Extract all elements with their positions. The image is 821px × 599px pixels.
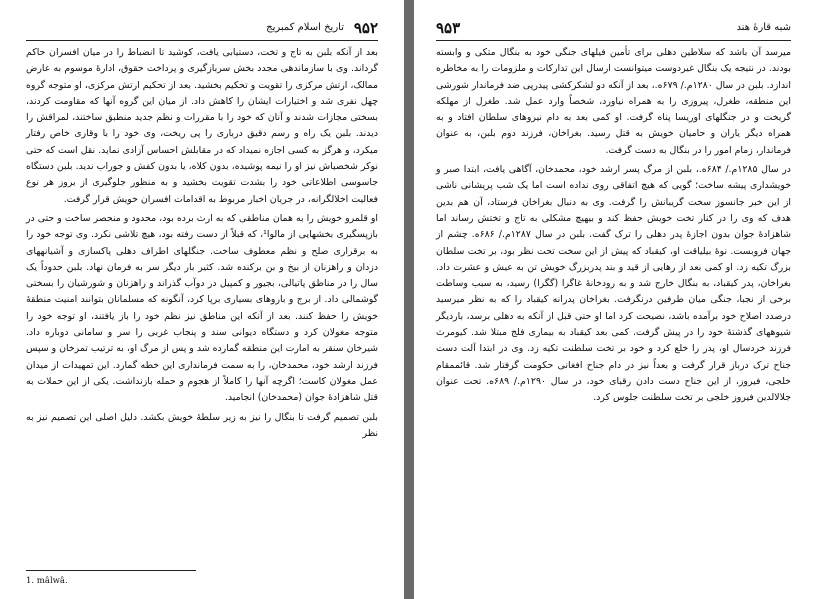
footnote-rule bbox=[26, 570, 196, 571]
left-page-body bbox=[26, 45, 378, 445]
paragraph: بعد از آنکه بلبن به تاج و تخت، دستیابی یافت، کوشید تا انضباط را در میان افسران حاکم گرداند. وی با سازماندهی مجدد بخش سربازگیری و پرداخت حقوق، ادارهٔ موسوم به عارض ممالک، ارتش مرکزی را تقویت و تحکیم بخشید. بعد از تحکیم ارتش مرکزی، او متوجه گروه چهل نفری شد و اختیارات ایشان را کاهش داد. از میان این گروه آنها که مقاومت کردند، بسختی مجازات شدند و آنان که خود را با مقررات و نظم جدید منطبق ساختند، لمراقش را دیدند. بلبن یک راه و رسم دقیق درباری را پی ریخت، وی خود را با وقاری خاص رفتار میکرد، و هرگز به کسی اجازه نمیداد که در مقابلش احساس آزادی نماید. نقل است که حتی نوکر شخصیاش نیز او را نیمه پوشیده، بدون کلاه، یا بدون کفش و جوراب ندید. بلبن دستگاه جاسوسی اطلاعاتی خود را بشدت تقویت بخشید و به منظور جلوگیری از بروز هر نوع فعالیت اخلالگرانه، در جریان اخبار مربوط به اقدامات افسران خویش قرار گرفت. bbox=[26, 47, 378, 205]
running-title: شبه قارهٔ هند bbox=[736, 22, 791, 33]
header-rule bbox=[436, 40, 791, 41]
page-number: ۹۵۳ bbox=[436, 19, 461, 37]
book-gutter bbox=[404, 0, 414, 599]
paragraph: در سال ۱۲۸۵م./ ۶۸۴ه.، بلبن از مرگ پسر ارشد خود، محمدخان، آگاهی یافت، ابتدا صبر و خویشداری پیشه ساخت؛ گویی که هیچ اتفاقی روی نداده است اما یک شب پریشانی ناشی از این خبر جانسوز سخت گریبانش را گرفت. وی به دنبال بغراخان فرستاد، آن هم بدین هدف که وی را در کنار تخت خویش حفظ کند و بیهیچ مشکلی به تاج و تختش رساند اما شاهزادهٔ جوان بدون اجازهٔ پدر دهلی را ترک گفت. بلبن در سال ۱۲۸۷م./ ۶۸۶ه. چشم از جهان فروبست. نوهٔ بیلیاقت او، کیقباد که پیش از این سخت تحت نظر بود، بر تخت سلطان بزرگ تکیه زد. او کمی بعد از رهایی از قید و بند پدربزرگ خویش تن به عیش و عشرت داد. بغراخان، پدر کیقباد، به بنگال خارج شد و به رودخانهٔ غاگرا (گگرا) رسید، به سبب وساطت برخی از نجبا، جنگی میان طرفین درنگرفت. بغراخان پدرانه کیقباد را که به نظر میرسید درصدد اصلاح خود برآمده باشد، نصیحت کرد اما او حتی قبل از آنکه به دهلی برسد، باردیگر شیوههای گذشتهٔ خود را در پیش گرفت. کمی بعد کیقباد به بیماری فلج مبتلا شد. کیومرث فرزند خردسال او، پدر را خلع کرد و خود بر تخت سلطنت تکیه زد. وی در ابتدا آلت دست جناح ترک درباز قرار گرفت و بعداً نیز در دام جناح افغانی حکومت گرفتار شد. قائممقام خلجی، فیروز، از این جناح دست دادن رقبای خود، در سال ۱۲۹۰م./ ۶۸۹ه. تحت عنوان جلالالدین فیروز خلجی بر تخت سلطنت جلوس کرد. bbox=[436, 164, 791, 404]
paragraph: بلبن تصمیم گرفت تا بنگال را نیز به زیر سلطهٔ خویش بکشد. دلیل اصلی این تصمیم نیز به نظر bbox=[26, 411, 378, 439]
left-page-header bbox=[26, 19, 378, 40]
left-page bbox=[0, 0, 404, 599]
right-page bbox=[414, 0, 821, 599]
running-title: تاریخ اسلام کمبریج bbox=[266, 22, 344, 33]
paragraph: میرسد آن باشد که سلاطین دهلی برای تأمین فیلهای جنگی خود به بنگال متکی و وابسته بودند. در نتیجه یک بنگال غیردوست میتوانست ارسال این تدارکات و ملزومات را به مخاطره اندازد. بلبن در سال ۱۲۸۰م./ ۶۷۹ه.، بعد از آنکه دو لشکرکشی پیدرپی ضد فرماندار شورشی این منطقه، طغرل، پیروزی را به همراه نیاورد، شخصاً وارد عمل شد. طغرل از مهلکه گریخت و در جنگلهای اوریسا پناه گرفت. او کمی بعد به دام نیروهای سلطان افتاد و به همراه دیگر یاران و حامیان خویش به قتل رسید. بغراخان، فرزند دوم بلبن، به عنوان فرماندار، زمام امور را در بنگال به دست گرفت. bbox=[436, 47, 791, 156]
right-page-body bbox=[436, 45, 791, 410]
paragraph: او قلمرو خویش را به همان مناطقی که به ارث برده بود، محدود و منحصر ساخت و حتی در بازپسگیری بخشهایی از مالوا¹، که قبلاً از دست رفته بود، هیچ تلاشی نکرد. وی توجه خود را به برقراری صلح و نظم معطوف ساخت. جنگلهای اطراف دهلی پاکسازی و آشیانههای دزدان و راهزنان از بیخ و بن برکنده شد. کثیر بار دیگر سر به فرمان نهاد. بلبن حدوداً یک سال را در مناطق پاتیالی، بجیور و کمپیل در دوآب گذراند و راهزنان و شورشیان را بسختی گوشمالی داد. از برج و باروهای بسیاری برپا کرد، آنگونه که مسلمانان بتوانند امنیت منطقهٔ خویش را حفظ کنند. بعد از آنکه این مناطق نیز نظم خود را باز یافتند، او توجه خود را متوجه مغولان کرد و دستگاه دیوانی سند و پنجاب غربی را سر و سامانی دوباره داد. شیرخان سنقر به امارت این منطقه گمارده شد و پس از مرگ او، به ترتیب تمرخان و سپس فرزند ارشد خود، محمدخان، را به سمت فرمانداری این خطه گمارد. این تمهیدات از میدان عمل مغولان کاست؛ اگرچه آنها را کاملاً از هجوم و حمله بازنداشت. یکی از این حملات به قتل شاهزادهٔ جوان (محمدخان) انجامید. bbox=[26, 212, 378, 404]
page-number: ۹۵۲ bbox=[353, 19, 378, 37]
header-rule bbox=[26, 40, 378, 41]
right-page-header bbox=[436, 19, 791, 40]
footnote: 1. mâlwâ. bbox=[26, 576, 68, 586]
